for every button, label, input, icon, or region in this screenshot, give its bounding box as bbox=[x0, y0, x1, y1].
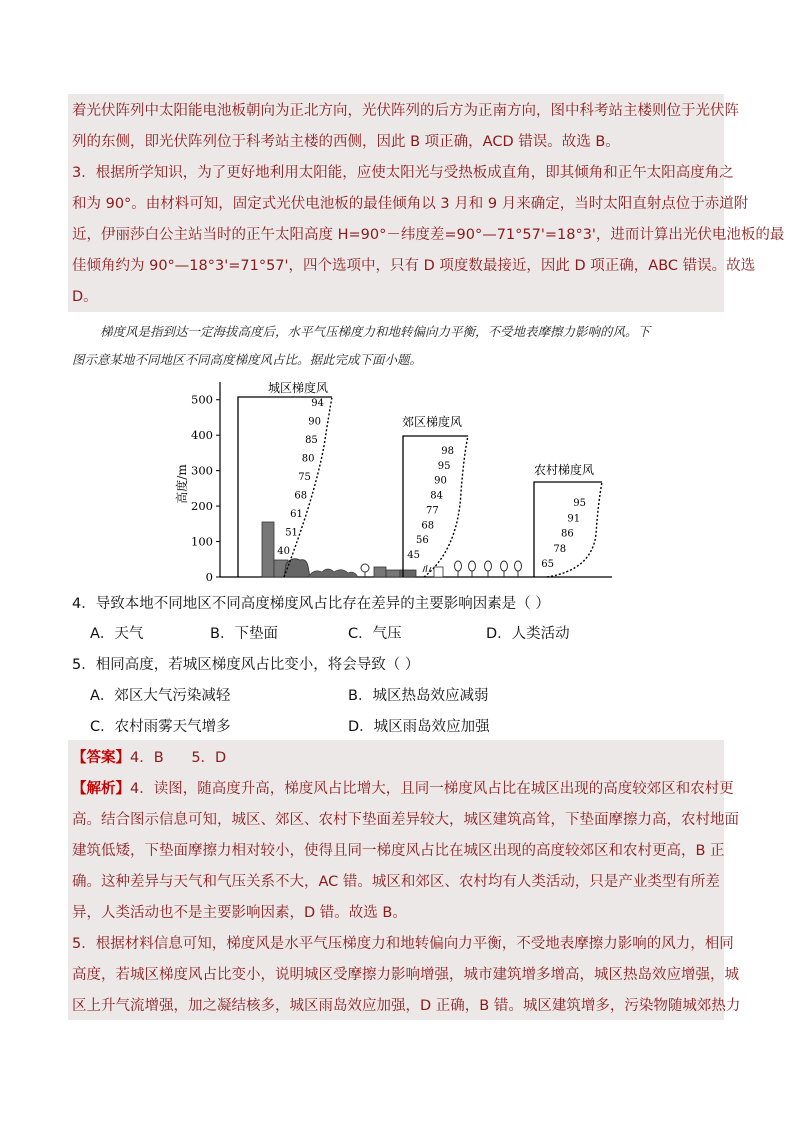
tree-icon bbox=[361, 564, 369, 572]
material-intro-line1: 梯度风是指到达一定海拔高度后，水平气压梯度力和地转偏向力平衡，不受地表摩擦力影响的风。下 bbox=[100, 324, 651, 339]
analysis-line bbox=[72, 774, 734, 805]
answer-line bbox=[72, 743, 226, 774]
profile-value-label: 90 bbox=[308, 416, 321, 428]
profile-value-label: 68 bbox=[421, 520, 435, 532]
tree-icon bbox=[455, 561, 462, 571]
tree-icon bbox=[515, 561, 522, 571]
profile-value-label: 77 bbox=[426, 505, 439, 517]
city-series-title: 城区梯度风 bbox=[268, 381, 329, 395]
y-tick-label: 0 bbox=[205, 570, 213, 584]
answer-text: 4．B 5．D bbox=[130, 750, 227, 766]
q5-option-a[interactable]: A．郊区大气污染减轻 bbox=[90, 688, 231, 704]
analysis-line: 确。这种差异与天气和气压关系不大，AC 错。城区和郊区、农村均有人类活动，只是产业类型有所差 bbox=[72, 874, 720, 890]
q4-option-c[interactable]: C．气压 bbox=[348, 626, 402, 642]
y-tick-label: 500 bbox=[191, 392, 213, 407]
profile-value-label: 51 bbox=[285, 527, 298, 539]
city-building-tall bbox=[262, 522, 274, 577]
solution-line: 和为 90°。由材料可知，固定式光伏电池板的最佳倾角以 3 月和 9 月来确定，当时太阳直射点位于赤道附 bbox=[72, 196, 749, 212]
suburb-building bbox=[386, 570, 400, 577]
suburb-building bbox=[374, 567, 386, 577]
analysis-first: 4．读图，随高度升高，梯度风占比增大，且同一梯度风占比在城区出现的高度较郊区和农村更 bbox=[130, 781, 734, 797]
profile-value-label: 40 bbox=[277, 546, 290, 557]
tree-icon bbox=[501, 561, 508, 571]
analysis-label: 【解析】 bbox=[72, 781, 130, 797]
analysis-line: 5．根据材料信息可知，梯度风是水平气压梯度力和地转偏向力平衡，不受地表摩擦力影响的风力，相同 bbox=[72, 936, 734, 952]
solution-line: 3．根据所学知识，为了更好地利用太阳能，应使太阳光与受热板成直角，即其倾角和正午太阳高度角之 bbox=[72, 165, 734, 181]
analysis-line: 高。结合图示信息可知，城区、郊区、农村下垫面差异较大，城区建筑高耸，下垫面摩擦力高，农村地面 bbox=[72, 812, 739, 828]
q5-option-d[interactable]: D．城区雨岛效应加强 bbox=[348, 719, 490, 735]
profile-value-label: 68 bbox=[294, 490, 308, 502]
profile-value-label: 84 bbox=[430, 490, 443, 502]
solution-line: 近，伊丽莎白公主站当时的正午太阳高度 H=90°－纬度差=90°—71°57'=18°3'，进而计算出光伏电池板的最 bbox=[72, 227, 785, 243]
q4-option-b[interactable]: B．下垫面 bbox=[210, 626, 278, 642]
city-hills-small bbox=[308, 569, 358, 577]
tree-icon bbox=[485, 561, 492, 571]
solution-line: 列的东侧，即光伏阵列位于科考站主楼的西侧，因此 B 项正确，ACD 错误。故选 B。 bbox=[72, 134, 620, 150]
q4-option-d[interactable]: D．人类活动 bbox=[486, 626, 570, 642]
material-intro-line2: 图示意某地不同地区不同高度梯度风占比。据此完成下面小题。 bbox=[72, 352, 423, 367]
rural-profile-curve bbox=[547, 482, 602, 577]
profile-value-label: 65 bbox=[541, 559, 554, 570]
profile-value-label: 86 bbox=[560, 528, 574, 540]
profile-value-label: 85 bbox=[305, 435, 318, 446]
profile-value-label: 61 bbox=[290, 509, 303, 520]
suburb-series-title: 郊区梯度风 bbox=[402, 415, 463, 429]
y-tick-label: 400 bbox=[191, 428, 213, 443]
q4-option-a[interactable]: A．天气 bbox=[90, 626, 144, 642]
solution-line: 佳倾角约为 90°—18°3'=71°57'，四个选项中，只有 D 项度数最接近，因此 D 项正确，ABC 错误。故选 bbox=[72, 258, 756, 274]
analysis-line: 区上升气流增强，加之凝结核多，城区雨岛效应加强，D 正确，B 错。城区建筑增多，污染物随城郊热力 bbox=[72, 998, 741, 1014]
profile-value-label: 75 bbox=[298, 472, 311, 483]
question-4: 4．导致本地不同地区不同高度梯度风占比存在差异的主要影响因素是（ ） bbox=[72, 596, 550, 612]
profile-value-label: 98 bbox=[441, 446, 454, 457]
y-tick-label: 300 bbox=[191, 463, 213, 478]
q5-option-c[interactable]: C．农村雨雾天气增多 bbox=[90, 719, 231, 735]
profile-value-label: 45 bbox=[407, 550, 420, 561]
profile-value-label: 78 bbox=[553, 543, 567, 555]
solution-line: D。 bbox=[72, 289, 98, 305]
profile-value-label: 90 bbox=[434, 475, 447, 487]
analysis-line: 异，人类活动也不是主要影响因素，D 错。故选 B。 bbox=[72, 905, 407, 921]
grass-icon bbox=[423, 565, 431, 572]
profile-value-label: 94 bbox=[311, 398, 324, 409]
question-5: 5．相同高度，若城区梯度风占比变小，将会导致（ ） bbox=[72, 657, 420, 673]
q5-option-b[interactable]: B．城区热岛效应减弱 bbox=[348, 688, 489, 704]
solution-line: 着光伏阵列中太阳能电池板朝向为正北方向，光伏阵列的后方为正南方向，图中科考站主楼则位于光伏阵 bbox=[72, 103, 739, 119]
profile-value-label: 91 bbox=[567, 513, 581, 525]
profile-value-label: 56 bbox=[415, 535, 429, 547]
gradient-wind-chart bbox=[172, 374, 612, 589]
y-tick-label: 200 bbox=[191, 499, 213, 514]
analysis-line: 高度，若城区梯度风占比变小，说明城区受摩擦力影响增强，城市建筑增多增高，城区热岛效应增强，城 bbox=[72, 967, 739, 983]
rural-series-title: 农村梯度风 bbox=[534, 463, 595, 477]
suburb-house bbox=[434, 567, 443, 577]
y-tick-label: 100 bbox=[191, 534, 213, 549]
tree-icon bbox=[469, 561, 476, 571]
profile-value-label: 80 bbox=[301, 453, 315, 465]
profile-value-label: 95 bbox=[437, 460, 451, 472]
answer-label: 【答案】 bbox=[72, 750, 130, 766]
analysis-line: 建筑低矮，下垫面摩擦力相对较小，使得且同一梯度风占比在城区出现的高度较郊区和农村更高，B 正 bbox=[72, 843, 725, 859]
y-axis-label: 高度/m bbox=[175, 464, 189, 504]
profile-value-label: 95 bbox=[573, 498, 586, 509]
